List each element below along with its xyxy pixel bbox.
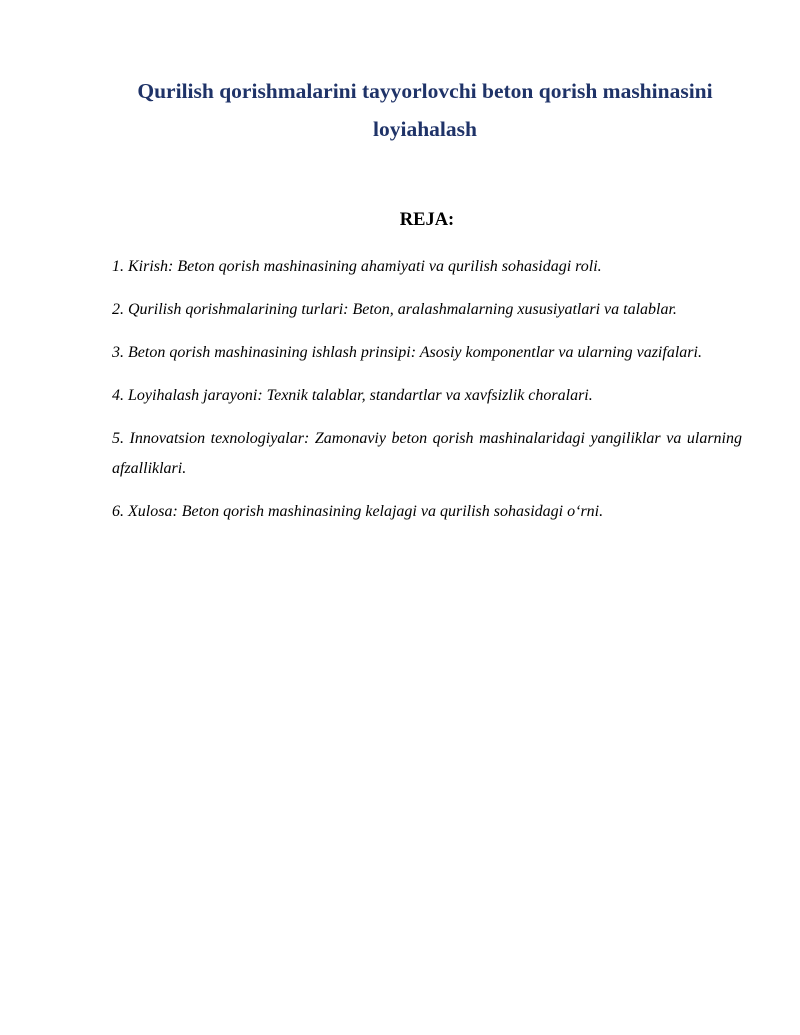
plan-item-conclusion: 6. Xulosa: Beton qorish mashinasining kelajagi va qurilish sohasidagi o‘rni. — [112, 503, 604, 520]
plan-list — [112, 252, 742, 540]
plan-item-design-process: 4. Loyihalash jarayoni: Texnik talablar, standartlar va xavfsizlik choralari. — [112, 387, 593, 404]
plan-item-introduction: 1. Kirish: Beton qorish mashinasining ahamiyati va qurilish sohasidagi roli. — [112, 258, 602, 275]
plan-item-mortar-types: 2. Qurilish qorishmalarining turlari: Beton, aralashmalarning xususiyatlari va talablar. — [112, 301, 677, 318]
plan-item-working-principle: 3. Beton qorish mashinasining ishlash prinsipi: Asosiy komponentlar va ularning vazifalari. — [112, 344, 702, 361]
document-title: Qurilish qorishmalarini tayyorlovchi beton qorish mashinasini loyiahalash — [137, 79, 713, 141]
plan-item-innovative-technologies: 5. Innovatsion texnologiyalar: Zamonaviy beton qorish mashinalaridagi yangiliklar va ularning afzalliklari. — [112, 430, 742, 477]
plan-heading: REJA: — [399, 210, 455, 230]
